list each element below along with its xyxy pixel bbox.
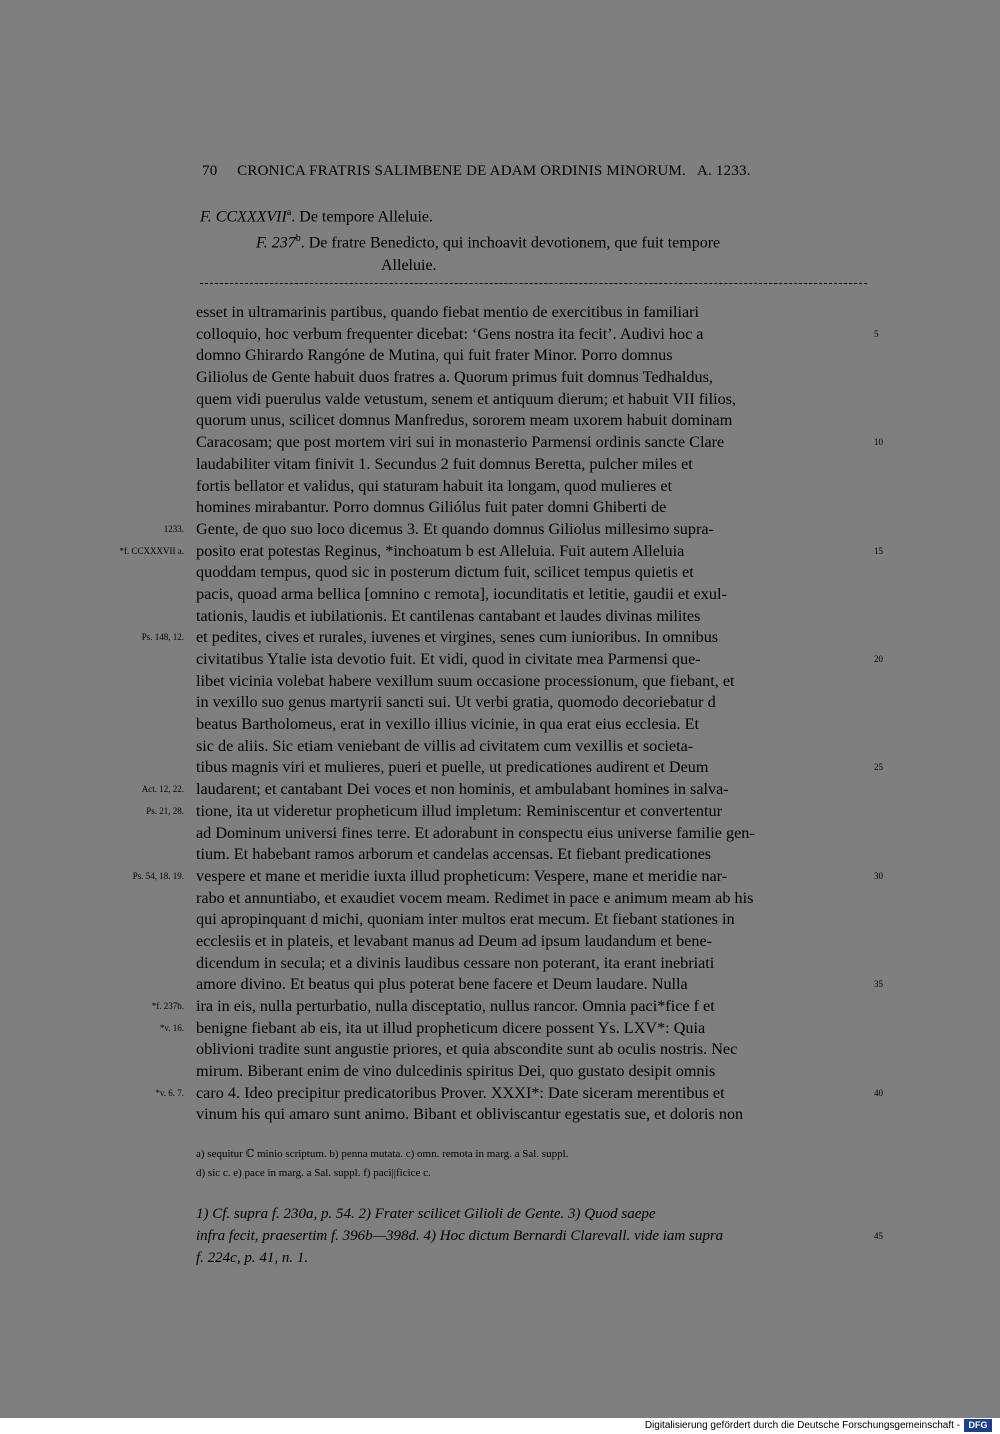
text-line: [196, 1104, 868, 1126]
line-number: 35: [874, 979, 883, 990]
line-text: quorum unus, scilicet domnus Manfredus, sororem meam uxorem habuit dominam: [196, 411, 733, 430]
critical-apparatus: [196, 1145, 868, 1183]
text-line: [196, 888, 868, 910]
line-text: tationis, laudis et iubilationis. Et cantilenas cantabant et laudes divinas milites: [196, 606, 701, 625]
text-line: [146, 801, 868, 823]
main-text: [119, 302, 883, 1126]
line-text: esset in ultramarinis partibus, quando fiebat mentio de exercitibus in familiari: [196, 303, 700, 321]
margin-reference: *f. 237b.: [151, 1001, 184, 1011]
line-text: libet vicinia volebat habere vexillum suum occasione processionum, que fiebant, et: [196, 671, 735, 690]
footnote-line-number: 45: [874, 1231, 883, 1241]
line-text: tium. Et habebant ramos arborum et candelas accensas. Et fiebant predicationes: [196, 845, 712, 864]
line-text: quem vidi puerulus valde vetustum, senem et antiquum dierum; et habuit VII filios,: [196, 389, 737, 408]
line-text: benigne fiebant ab eis, ita ut illud propheticum dicere possent Ys. LXV*: Quia: [196, 1018, 706, 1037]
line-text: dicendum in secula; et a divinis laudibus cessare non poterant, ita erant inebriati: [196, 953, 715, 972]
line-text: quoddam tempus, quod sic in posterum dictum fuit, scilicet tempus quietis et: [196, 563, 694, 582]
line-text: vespere et mane et meridie iuxta illud propheticum: Vespere, mane et meridie nar-: [196, 866, 728, 885]
line-text: laudabiliter vitam finivit 1. Secundus 2 fuit domnus Beretta, pulcher miles et: [196, 454, 693, 473]
line-text: vinum his qui amaro sunt animo. Bibant et obliviscantur egestatis sue, et doloris non: [196, 1105, 744, 1124]
line-text: caro 4. Ideo precipitur predicatoribus Prover. XXXI*: Date siceram merentibus et: [196, 1083, 725, 1102]
text-line: [196, 1039, 868, 1061]
header-year: A. 1233.: [696, 163, 751, 179]
text-line: [196, 302, 868, 324]
line-text: ad Dominum universi fines terre. Et adorabunt in conspectu eius universe familie gen-: [196, 823, 755, 842]
line-text: pacis, quoad arma bellica [omnino c remota], iocunditatis et letitie, gaudii et exul-: [196, 584, 727, 603]
line-text: ecclesiis et in plateis, et levabant manus ad Deum ad ipsum laudandum et bene-: [196, 931, 713, 950]
text-line: [196, 692, 868, 714]
margin-reference: *v. 16.: [159, 1022, 184, 1033]
line-text: beatus Bartholomeus, erat in vexillo illius vicinie, in qua erat eius ecclesia. Et: [196, 715, 700, 734]
heading-2-continuation: Alleluie.: [381, 256, 437, 274]
text-line: [196, 953, 868, 975]
line-text: oblivioni tradite sunt angustie priores, et quia abscondite sunt ab oculis nostris. Nec: [196, 1040, 738, 1059]
chapter-headings: [200, 202, 870, 277]
footnotes: [196, 1203, 883, 1269]
text-line: [196, 389, 868, 411]
heading-1: F. CCXXXVII$^a$. De tempore Alleluie.: [200, 207, 433, 226]
text-line: [196, 562, 868, 584]
margin-reference: *v. 6. 7.: [155, 1087, 184, 1098]
text-line: [196, 410, 868, 432]
margin-reference: Ps. 54, 18. 19.: [132, 870, 184, 881]
text-line: [196, 671, 868, 693]
footnote-line: 1) Cf. supra f. 230a, p. 54. 2) Frater scilicet Gilioli de Gente. 3) Quod saepe: [196, 1206, 656, 1222]
line-text: et pedites, cives et rurales, iuvenes et virgines, senes cum iunioribus. In omnibus: [196, 628, 719, 647]
text-line: [196, 432, 883, 454]
line-text: tibus magnis viri et mulieres, pueri et puelle, ut predicationes audirent et Deum: [196, 758, 709, 777]
line-text: Giliolus de Gente habuit duos fratres a. Quorum primus fuit domnus Tedhaldus,: [196, 368, 713, 387]
divider-rule: [200, 283, 867, 284]
line-text: civitatibus Ytalie ista devotio fuit. Et vidi, quod in civitate mea Parmensi que-: [196, 650, 701, 668]
text-line: [196, 497, 868, 519]
text-line: [196, 606, 868, 628]
line-text: Gente, de quo suo loco dicemus 3. Et quando domnus Giliolus millesimo supra-: [196, 519, 714, 538]
text-line: [196, 757, 883, 779]
line-text: tione, ita ut videretur propheticum illud impletum: Reminiscentur et convertentur: [196, 801, 722, 820]
text-line: [163, 519, 868, 541]
text-line: [196, 736, 868, 758]
line-number: 15: [874, 545, 883, 556]
line-text: ira in eis, nulla perturbatio, nulla disceptatio, nullus rancor. Omnia paci*fice f et: [196, 997, 715, 1015]
page-number: 70: [202, 163, 218, 179]
text-line: [141, 779, 868, 801]
text-line: [196, 974, 883, 996]
dfg-logo: DFG: [964, 1419, 992, 1432]
apparatus-line: a) sequitur ℂ minio scriptum. b) penna mutata. c) omn. remota in marg. a Sal. suppl.: [196, 1148, 569, 1160]
text-line: [196, 345, 868, 367]
line-text: amore divino. Et beatus qui plus poterat bene facere et Deum laudare. Nulla: [196, 975, 688, 994]
text-line: [196, 1061, 868, 1083]
line-number: 5: [874, 328, 879, 339]
text-line: [196, 584, 868, 606]
line-text: homines mirabantur. Porro domnus Giliólus fuit pater domni Ghiberti de: [196, 498, 667, 517]
line-text: in vexillo suo genus martyrii sancti sui. Ut verbi gratia, quomodo decoriebatur d: [196, 693, 716, 712]
footnote-line: infra fecit, praesertim f. 396b—398d. 4) Hoc dictum Bernardi Clarevall. vide iam supra 45: [196, 1225, 868, 1247]
line-text: posito erat potestas Reginus, *inchoatum b est Alleluia. Fuit autem Alleluia: [196, 541, 685, 560]
text-line: [196, 844, 868, 866]
line-text: rabo et annuntiabo, et exaudiet vocem meam. Redimet in pace e animum meam ab his: [196, 888, 754, 907]
margin-reference: Act. 12, 22.: [141, 784, 184, 795]
text-line: [119, 541, 883, 563]
text-line: [196, 823, 868, 845]
line-number: 40: [874, 1087, 883, 1098]
running-title: CRONICA FRATRIS SALIMBENE DE ADAM ORDINIS MINORUM.: [237, 163, 686, 179]
text-line: [196, 476, 868, 498]
text-line: [155, 1083, 883, 1105]
line-text: laudarent; et cantabant Dei voces et non hominis, et ambulabant homines in salva-: [196, 780, 729, 799]
line-text: Caracosam; que post mortem viri sui in monasterio Parmensi ordinis sancte Clare: [196, 433, 725, 452]
margin-reference: 1233.: [163, 523, 184, 534]
margin-reference: *f. CCXXXVII a.: [119, 545, 184, 556]
text-line: [141, 627, 868, 649]
text-line: [196, 931, 868, 953]
text-line: [196, 367, 868, 389]
line-number: 30: [874, 870, 883, 881]
text-line: [196, 454, 868, 476]
margin-reference: Ps. 148, 12.: [141, 632, 184, 643]
text-line: [159, 1018, 868, 1040]
margin-reference: Ps. 21, 28.: [146, 805, 184, 816]
line-number: 10: [874, 437, 883, 448]
line-text: qui apropinquant d michi, quoniam inter multos erat mecum. Et fiebant stationes in: [196, 910, 735, 929]
line-text: domno Ghirardo Rangóne de Mutina, qui fuit frater Minor. Porro domnus: [196, 346, 673, 365]
text-line: [196, 909, 868, 931]
line-text: colloquio, hoc verbum frequenter dicebat: ‘Gens nostra ita fecit’. Audivi hoc a: [196, 324, 704, 343]
text-line: [132, 866, 883, 888]
line-text: mirum. Biberant enim de vino dulcedinis spiritus Dei, quo gustato desipit omnis: [196, 1062, 716, 1081]
text-line: [196, 324, 879, 346]
line-text: sic de aliis. Sic etiam veniebant de villis ad civitatem cum vexillis et societa-: [196, 736, 694, 755]
text-line: [196, 714, 868, 736]
running-header: [202, 163, 842, 180]
heading-2: F. 237$^b$. De fratre Benedicto, qui inchoavit devotionem, que fuit tempore: [256, 233, 721, 252]
line-number: 25: [874, 762, 883, 773]
text-line: [151, 996, 868, 1018]
text-line: [196, 649, 883, 671]
funding-notice: Digitalisierung gefördert durch die Deutsche Forschungsgemeinschaft -: [644, 1420, 960, 1431]
apparatus-line: d) sic c. e) pace in marg. a Sal. suppl. f) paci||ficice c.: [196, 1167, 431, 1179]
line-text: fortis bellator et validus, qui staturam habuit ita longam, quod mulieres et: [196, 476, 673, 495]
footnote-line: f. 224c, p. 41, n. 1.: [196, 1250, 309, 1266]
line-number: 20: [874, 654, 883, 664]
